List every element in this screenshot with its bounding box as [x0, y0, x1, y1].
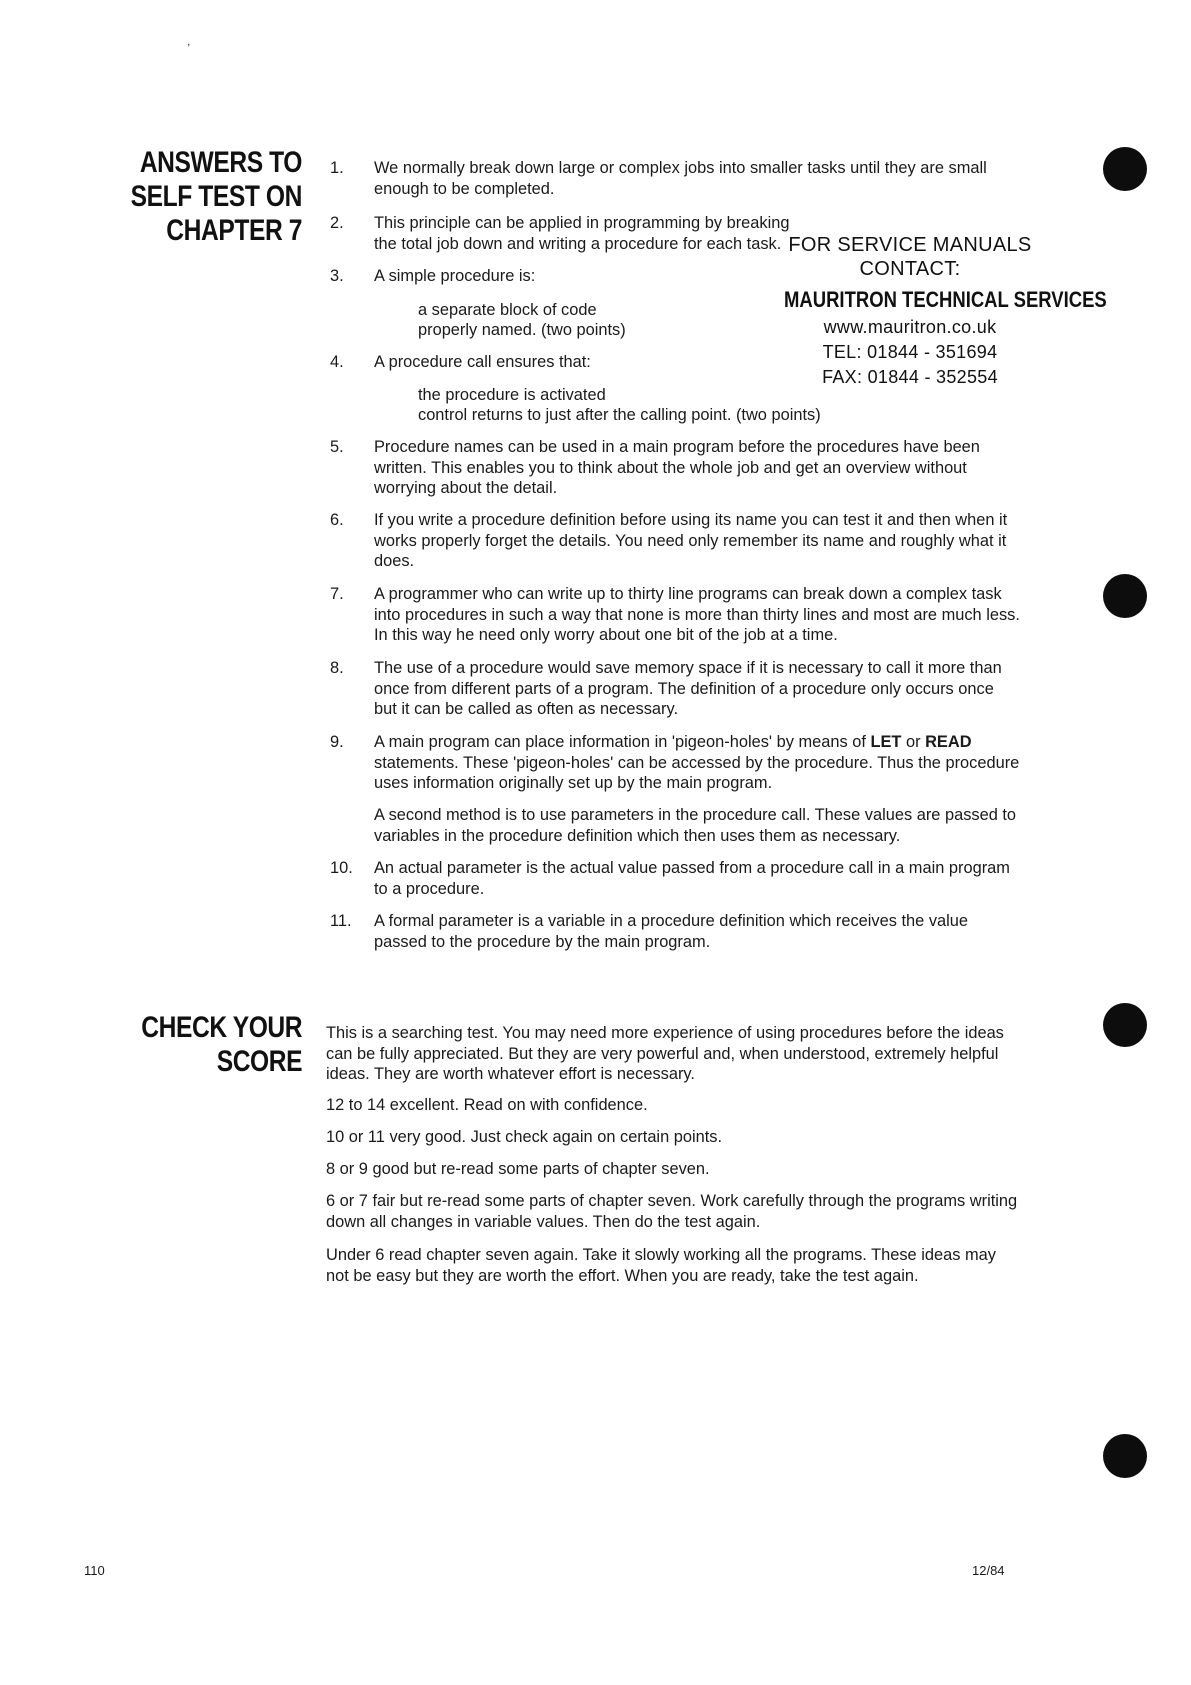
advert-tel: TEL: 01844 - 351694 — [822, 342, 998, 362]
date-code: 12/84 — [972, 1563, 1005, 1578]
answer-number: 4. — [330, 353, 344, 371]
heading-line: SELF TEST ON — [130, 180, 302, 213]
advert-line: CONTACT: — [859, 258, 961, 280]
answer-number: 9. — [330, 733, 344, 751]
binder-hole — [1103, 1003, 1147, 1047]
answer-3-sub-1: a separate block of code — [418, 301, 597, 319]
page-number: 110 — [84, 1563, 105, 1578]
service-manuals-advert — [760, 233, 1107, 390]
answer-9-text-c: statements. These 'pigeon-holes' can be accessed by the procedure. Thus the procedure uses information originally set up by the main program. — [374, 753, 1020, 792]
answer-text: A formal parameter is a variable in a procedure definition which receives the value passed to the procedure by the main program. — [374, 912, 969, 951]
answer-text: A programmer who can write up to thirty line programs can break down a complex task into procedures in such a way that none is more than thirty lines and most are much less. In this way he need only worry about one bit of the job at a time. — [374, 585, 1020, 644]
score-band: 6 or 7 fair but re-read some parts of chapter seven. Work carefully through the programs writing down all changes in variable values. Then do the test again. — [326, 1192, 1018, 1231]
advert-web: www.mauritron.co.uk — [823, 317, 997, 337]
score-band: Under 6 read chapter seven again. Take it slowly working all the programs. These ideas may not be easy but they are worth the effort. When you are ready, take the test again. — [326, 1246, 996, 1285]
answer-number: 2. — [330, 214, 344, 232]
answer-text: If you write a procedure definition before using its name you can test it and then when it works properly forget the details. You need only remember its name and roughly what it does. — [374, 511, 1008, 570]
binder-hole — [1103, 147, 1147, 191]
score-intro: This is a searching test. You may need more experience of using procedures before the ideas can be fully appreciated. But they are very powerful and, when understood, extremely helpful ideas. They are worth whatever effort is necessary. — [326, 1024, 1004, 1083]
heading-line: SCORE — [216, 1045, 302, 1078]
answer-number: 1. — [330, 159, 344, 177]
answer-number: 3. — [330, 267, 344, 285]
section-heading-score — [141, 1011, 302, 1079]
answer-3-sub-2: properly named. (two points) — [418, 321, 626, 339]
heading-line: CHECK YOUR — [141, 1011, 302, 1044]
advert-company: MAURITRON TECHNICAL SERVICES — [784, 287, 1107, 312]
answer-4-sub-2: control returns to just after the calling point. (two points) — [418, 406, 821, 424]
score-band: 12 to 14 excellent. Read on with confidence. — [326, 1096, 648, 1114]
heading-line: CHAPTER 7 — [166, 214, 302, 247]
answer-text: The use of a procedure would save memory space if it is necessary to call it more than once from different parts of a program. The definition of a procedure only occurs once but it can be called as often as necessary. — [374, 659, 1002, 718]
answer-text — [374, 732, 1020, 794]
answer-number: 6. — [330, 511, 344, 529]
answer-number: 7. — [330, 585, 344, 603]
answer-text: This principle can be applied in programming by breaking the total job down and writing a procedure for each task. — [374, 214, 790, 253]
answer-text: A procedure call ensures that: — [374, 353, 591, 371]
answer-text: We normally break down large or complex jobs into smaller tasks until they are small enough to be completed. — [374, 159, 987, 198]
answer-text: An actual parameter is the actual value passed from a procedure call in a main program to a procedure. — [374, 859, 1010, 898]
scan-mark: , — [187, 34, 191, 48]
answer-9-text-b: or — [901, 733, 926, 751]
answer-number: 10. — [330, 859, 353, 877]
answer-text: Procedure names can be used in a main program before the procedures have been written. This enables you to think about the whole job and get an overview without worrying about the detail. — [374, 438, 980, 497]
binder-hole — [1103, 574, 1147, 618]
section-heading-answers — [131, 146, 302, 248]
binder-hole — [1103, 1434, 1147, 1478]
answer-number: 11. — [330, 912, 352, 930]
heading-line: ANSWERS TO — [139, 146, 302, 179]
answer-text: A simple procedure is: — [374, 267, 536, 285]
answer-4-sub-1: the procedure is activated — [418, 386, 606, 404]
score-band: 8 or 9 good but re-read some parts of chapter seven. — [326, 1160, 710, 1178]
score-band: 10 or 11 very good. Just check again on certain points. — [326, 1128, 723, 1146]
answer-9-text-a: A main program can place information in 'pigeon-holes' by means of — [374, 733, 871, 751]
advert-line: FOR SERVICE MANUALS — [788, 234, 1032, 256]
keyword-read: READ — [925, 733, 972, 751]
answer-number: 8. — [330, 659, 344, 677]
answer-number: 5. — [330, 438, 344, 456]
answer-text: A second method is to use parameters in the procedure call. These values are passed to variables in the procedure definition which then uses them as necessary. — [374, 806, 1017, 845]
keyword-let: LET — [870, 733, 902, 751]
advert-fax: FAX: 01844 - 352554 — [822, 367, 998, 387]
